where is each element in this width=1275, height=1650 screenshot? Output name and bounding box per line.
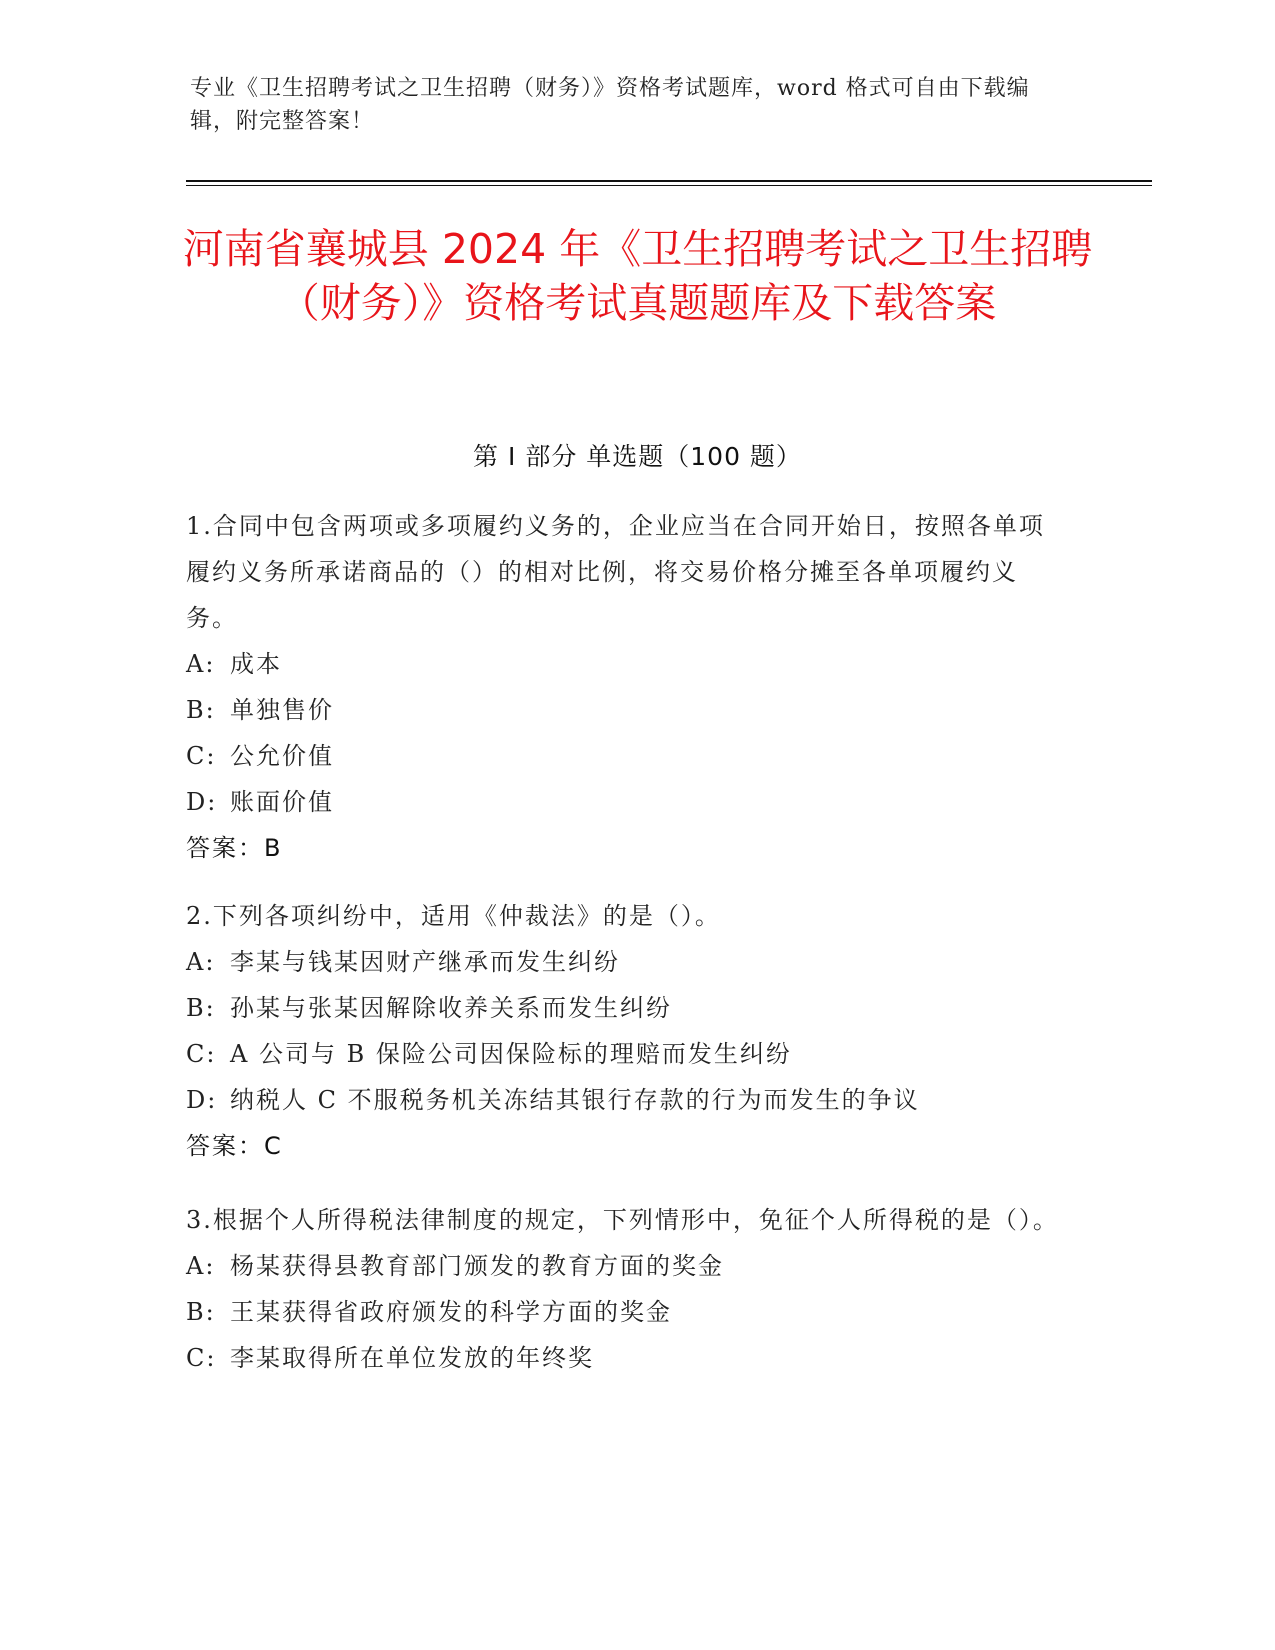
header-divider-thick bbox=[186, 180, 1152, 182]
answer-line: 答案：C bbox=[186, 1132, 283, 1160]
question-2 bbox=[186, 893, 1066, 1169]
option-b bbox=[186, 1289, 1066, 1335]
option-b bbox=[186, 687, 1066, 733]
option-b bbox=[186, 985, 1066, 1031]
option-c bbox=[186, 733, 1066, 779]
option-text: 公允价值 bbox=[230, 742, 334, 770]
question-3 bbox=[186, 1197, 1066, 1381]
option-text: 李某与钱某因财产继承而发生纠纷 bbox=[230, 948, 620, 976]
option-letter: D: bbox=[186, 788, 218, 816]
option-text: 杨某获得县教育部门颁发的教育方面的奖金 bbox=[230, 1252, 724, 1280]
option-letter: B: bbox=[186, 1298, 216, 1326]
option-text: 李某取得所在单位发放的年终奖 bbox=[230, 1344, 594, 1372]
question-stem: 2.下列各项纠纷中，适用《仲裁法》的是（）。 bbox=[186, 902, 721, 930]
option-letter: B: bbox=[186, 696, 216, 724]
option-c bbox=[186, 1031, 1066, 1077]
option-letter: C: bbox=[186, 1344, 217, 1372]
option-a bbox=[186, 939, 1066, 985]
option-letter: A: bbox=[186, 650, 216, 678]
answer-line: 答案：B bbox=[186, 834, 283, 862]
option-letter: C: bbox=[186, 742, 217, 770]
option-a bbox=[186, 1243, 1066, 1289]
question-1 bbox=[186, 503, 1066, 871]
option-a bbox=[186, 641, 1066, 687]
option-letter: A: bbox=[186, 948, 216, 976]
section-heading: 第 I 部分 单选题（100 题） bbox=[473, 442, 802, 471]
option-c bbox=[186, 1335, 1066, 1381]
option-text: 成本 bbox=[230, 650, 282, 678]
option-letter: D: bbox=[186, 1086, 218, 1114]
document-title: 河南省襄城县 2024 年《卫生招聘考试之卫生招聘（财务）》资格考试真题题库及下载答案 bbox=[182, 225, 1093, 327]
option-text: 账面价值 bbox=[230, 788, 334, 816]
option-text: 单独售价 bbox=[230, 696, 334, 724]
question-stem: 1.合同中包含两项或多项履约义务的，企业应当在合同开始日，按照各单项履约义务所承诺商品的（）的相对比例，将交易价格分摊至各单项履约义务。 bbox=[186, 512, 1045, 632]
option-text: 孙某与张某因解除收养关系而发生纠纷 bbox=[230, 994, 672, 1022]
option-text: A 公司与 B 保险公司因保险标的理赔而发生纠纷 bbox=[230, 1040, 792, 1068]
option-d bbox=[186, 779, 1066, 825]
option-letter: A: bbox=[186, 1252, 216, 1280]
option-letter: C: bbox=[186, 1040, 217, 1068]
option-text: 王某获得省政府颁发的科学方面的奖金 bbox=[230, 1298, 672, 1326]
header-note: 专业《卫生招聘考试之卫生招聘（财务）》资格考试题库，word 格式可自由下载编辑，附完整答案！ bbox=[190, 76, 1030, 134]
question-stem: 3.根据个人所得税法律制度的规定，下列情形中，免征个人所得税的是（）。 bbox=[186, 1206, 1059, 1234]
option-letter: B: bbox=[186, 994, 216, 1022]
header-divider-thin bbox=[186, 185, 1152, 186]
option-text: 纳税人 C 不服税务机关冻结其银行存款的行为而发生的争议 bbox=[230, 1086, 920, 1114]
option-d bbox=[186, 1077, 1066, 1123]
